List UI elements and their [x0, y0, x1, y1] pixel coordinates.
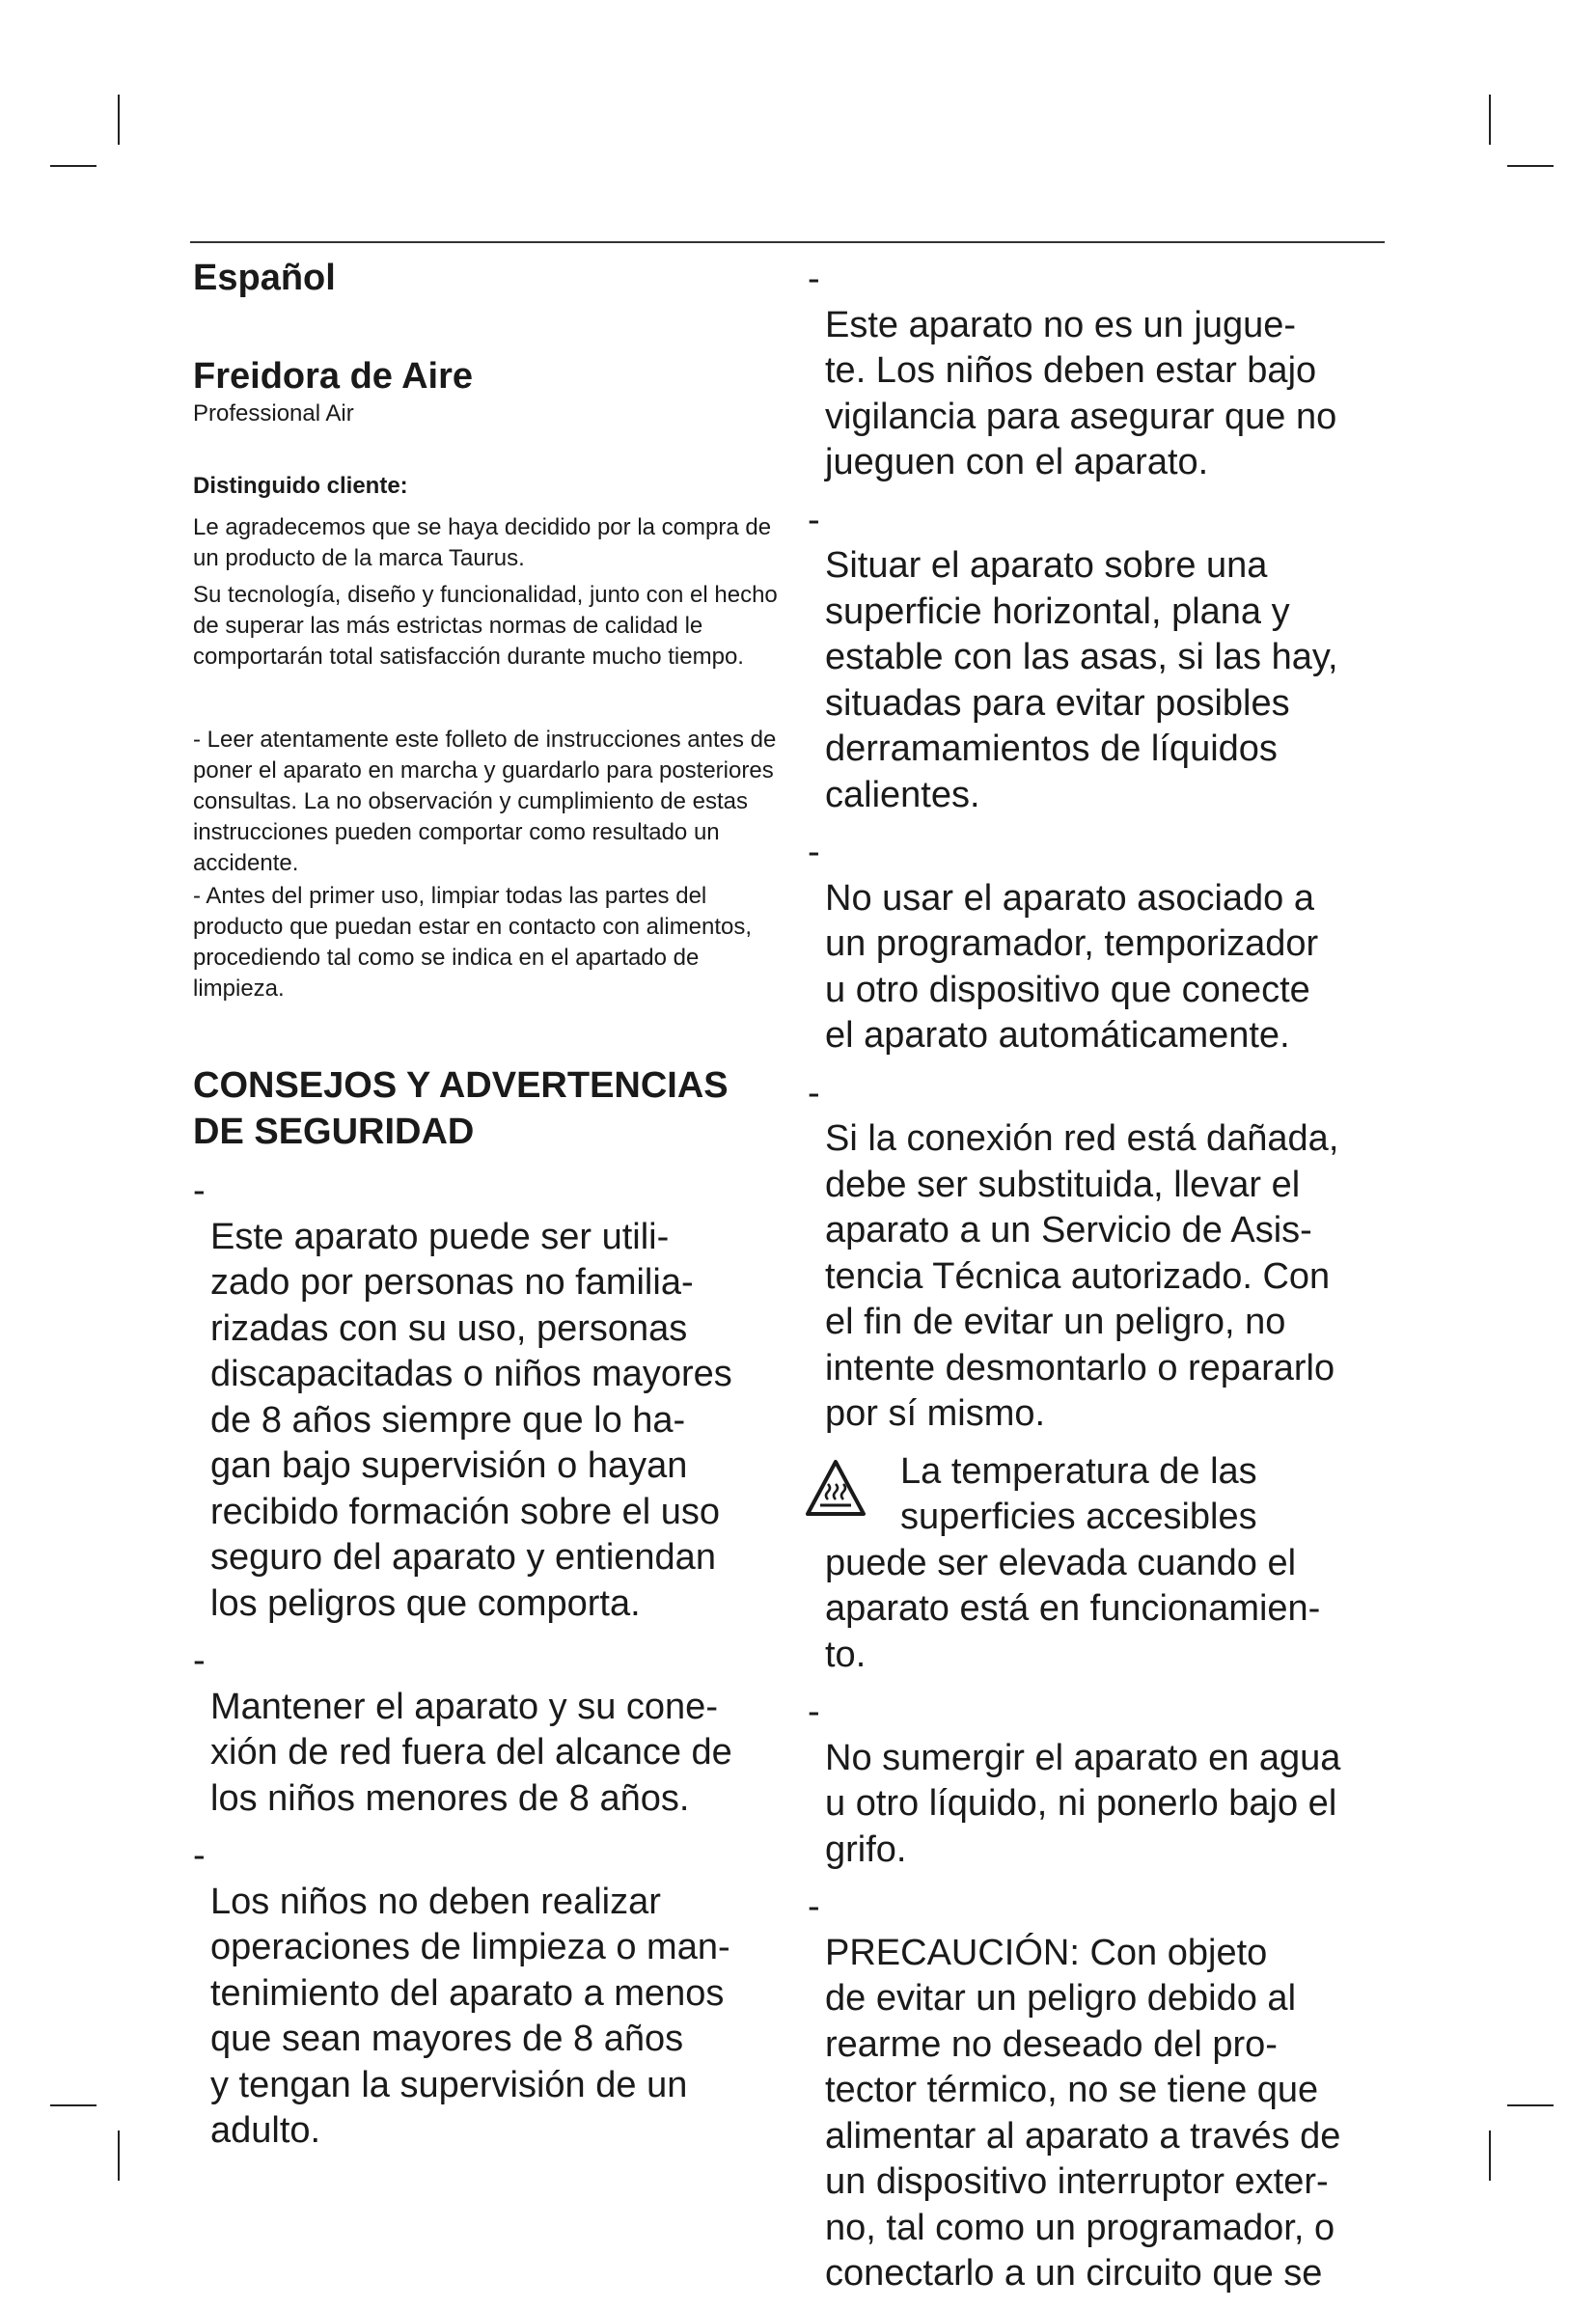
language-heading: Español	[193, 258, 336, 298]
product-title: Freidora de Aire	[193, 355, 474, 397]
safety-item	[193, 1638, 782, 1822]
safety-section-title: CONSEJOS Y ADVERTENCIAS DE SEGURIDAD	[193, 1065, 729, 1153]
bullet-dash: -	[808, 832, 820, 872]
safety-item	[808, 1690, 1396, 1873]
right-column	[808, 257, 1396, 2309]
hot-surface-warning-rest: puede ser elevada cuando el aparato está en funcionamien- to.	[825, 1542, 1321, 1675]
hot-surface-warning-icon	[805, 1459, 867, 1517]
safety-item-text: PRECAUCIÓN: Con objeto de evitar un peligro debido al rearme no deseado del pro- tector térmico, no se tiene que alimentar al aparato a través de un dispositivo interruptor exter- no, tal como un programador, o conectarlo a un circuito que se	[825, 1932, 1341, 2294]
safety-item	[808, 1071, 1396, 1438]
hot-surface-warning-lead: La temperatura de las superficies accesibles	[900, 1450, 1257, 1537]
usage-notes	[193, 725, 782, 1004]
left-column	[193, 257, 782, 2166]
crop-mark-bottom-left-horizontal	[50, 2104, 96, 2106]
safety-item	[808, 498, 1396, 819]
safety-item-text: Situar el aparato sobre una superficie horizontal, plana y estable con las asas, si las hay, situadas para evitar posibles derramamientos de líquidos calientes.	[825, 545, 1338, 815]
safety-item	[808, 1884, 1396, 2297]
intro-paragraph: Su tecnología, diseño y funcionalidad, junto con el hecho de superar las más estrictas normas de calidad le comportarán total satisfacción durante mucho tiempo.	[193, 582, 778, 671]
bullet-dash: -	[193, 1640, 206, 1682]
crop-mark-bottom-left-vertical	[118, 2130, 120, 2181]
safety-item-text: No sumergir el aparato en agua u otro líquido, ni ponerlo bajo el grifo.	[825, 1737, 1341, 1870]
safety-item-text: Este aparato no es un jugue- te. Los niños deben estar bajo vigilancia para asegurar que no jueguen con el aparato.	[825, 304, 1337, 482]
safety-item-text: No usar el aparato asociado a un programador, temporizador u otro dispositivo que conecte el aparato automáticamente.	[825, 877, 1319, 1056]
crop-mark-top-left-horizontal	[50, 165, 96, 167]
header-rule	[190, 241, 1385, 243]
bullet-dash: -	[808, 1072, 820, 1113]
bullet-dash: -	[193, 1835, 206, 1877]
bullet-dash: -	[193, 1170, 206, 1212]
bullet-dash: -	[808, 499, 820, 540]
greeting: Distinguido cliente:	[193, 472, 408, 499]
safety-item	[808, 830, 1396, 1059]
safety-item	[193, 1168, 782, 1627]
safety-item-text: Si la conexión red está dañada, debe ser substituida, llevar el aparato a un Servicio de Asis- tencia Técnica autorizado. Con el fin de evitar un peligro, no intente desmontarlo o repararlo por sí mismo.	[825, 1118, 1339, 1434]
bullet-dash: -	[808, 1886, 820, 1927]
safety-item-text: Mantener el aparato y su cone- xión de red fuera del alcance de los niños menores de 8 años.	[210, 1686, 732, 1819]
safety-item	[193, 1833, 782, 2155]
bullet-dash: -	[808, 1691, 820, 1732]
product-model: Professional Air	[193, 400, 354, 427]
safety-item-text: Este aparato puede ser utili- zado por personas no familia- rizadas con su uso, personas discapacitadas o niños mayores de 8 años siempre que lo ha- gan bajo supervisión o hayan recibido formación sobre el uso seguro del aparato y entiendan los peligros que comporta.	[210, 1216, 732, 1624]
safety-item	[808, 257, 1396, 486]
usage-note: - Leer atentamente este folleto de instrucciones antes de poner el aparato en marcha y guardarlo para posteriores consultas. La no observación y cumplimiento de estas instrucciones pueden comportar como resultado un accidente.	[193, 727, 777, 877]
safety-item-text: Los niños no deben realizar operaciones de limpieza o man- tenimiento del aparato a menos que sean mayores de 8 años y tengan la supervisión de un adulto.	[210, 1881, 730, 2152]
hot-surface-warning	[808, 1449, 1396, 1679]
bullet-dash: -	[808, 259, 820, 299]
crop-mark-top-right-horizontal	[1507, 165, 1554, 167]
usage-note: - Antes del primer uso, limpiar todas las partes del producto que puedan estar en contacto con alimentos, procediendo tal como se indica en el apartado de limpieza.	[193, 883, 753, 1003]
crop-mark-bottom-right-vertical	[1489, 2130, 1491, 2181]
crop-mark-top-right-vertical	[1489, 95, 1491, 145]
crop-mark-bottom-right-horizontal	[1507, 2104, 1554, 2106]
intro-paragraph: Le agradecemos que se haya decidido por la compra de un producto de la marca Taurus.	[193, 514, 772, 572]
crop-mark-top-left-vertical	[118, 95, 120, 145]
